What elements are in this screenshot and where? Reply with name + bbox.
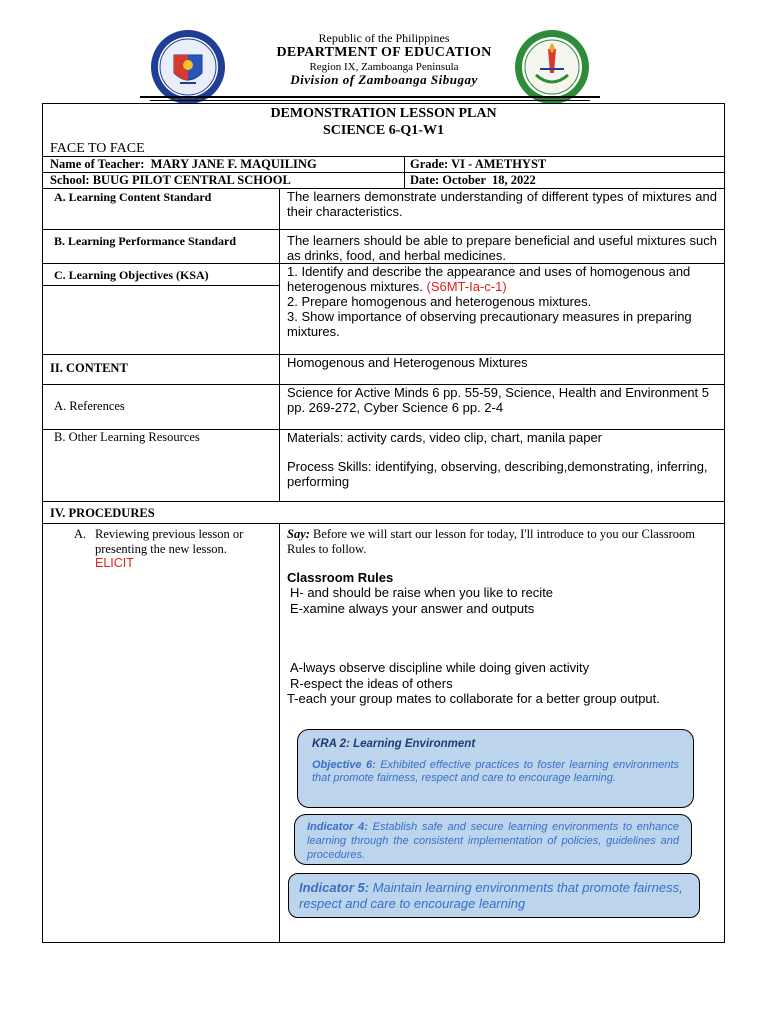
objective-6-label: Objective 6: [312, 759, 376, 771]
indicator-5-box [288, 873, 700, 918]
teacher-line [50, 157, 317, 172]
indicator-4-label: Indicator 4: [307, 821, 368, 833]
rule-e: E-xamine always your answer and outputs [290, 601, 535, 616]
teacher-name: MARY JANE F. MAQUILING [150, 157, 317, 171]
content-standard-text: The learners demonstrate understanding of different types of mixtures and their characteristics. [287, 189, 717, 219]
header-divider-bottom [150, 100, 590, 101]
objective-1-code: (S6MT-Ia-c-1) [426, 279, 507, 294]
procedures-label: IV. PROCEDURES [50, 506, 155, 520]
content-text: Homogenous and Heterogenous Mixtures [287, 355, 528, 370]
label-column-divider [279, 523, 280, 943]
date-label: Date: [410, 173, 440, 187]
date-line [410, 173, 536, 188]
procedure-step-marker: A. [74, 527, 87, 541]
row-divider [42, 523, 725, 524]
objective-1-text: 1. Identify and describe the appearance and uses of homogenous and heterogenous mixtures. [287, 264, 691, 294]
objective-2: 2. Prepare homogenous and heterogenous mixtures. [287, 294, 592, 309]
rule-h: H- and should be raise when you like to recite [290, 585, 554, 600]
row-divider [42, 229, 725, 230]
header-department: DEPARTMENT OF EDUCATION [276, 45, 492, 60]
content-label: II. CONTENT [50, 361, 128, 375]
indicator-4-box [294, 814, 692, 865]
indicator-5-label: Indicator 5: [299, 880, 370, 895]
teacher-label: Name of Teacher: [50, 157, 145, 171]
process-skills-text: Process Skills: identifying, observing, describing,demonstrating, inferring, performing [287, 459, 708, 489]
objective-6 [312, 759, 679, 785]
grade-label: Grade: [410, 157, 449, 171]
kra-objective-box [297, 729, 694, 808]
procedure-step-tag: ELICIT [95, 556, 134, 570]
label-column-divider [279, 188, 280, 501]
objective-1 [287, 264, 717, 294]
header-division: Division of Zamboanga Sibugay [290, 72, 478, 87]
header-republic: Republic of the Philippines [318, 31, 450, 45]
objectives-label-underline [42, 285, 279, 286]
classroom-rules-title: Classroom Rules [287, 570, 394, 585]
rule-t: T-each your group mates to collaborate for a better group output. [287, 691, 660, 706]
references-label: A. References [54, 399, 125, 413]
other-resources-label: B. Other Learning Resources [54, 430, 200, 444]
rule-a: A-lways observe discipline while doing given activity [290, 660, 590, 675]
info-column-divider [404, 156, 405, 188]
performance-standard-label: B. Learning Performance Standard [54, 234, 236, 248]
indicator-5-text: Maintain learning environments that promote fairness, respect and care to encourage learning [299, 880, 683, 911]
objective-6-text: Exhibited effective practices to foster learning environments that promote fairness, respect and care to encourage learning. [312, 759, 680, 784]
objectives-label: C. Learning Objectives (KSA) [54, 268, 209, 282]
kra-title: KRA 2: Learning Environment [312, 738, 476, 750]
say-label: Say: [287, 527, 310, 541]
say-instruction [287, 527, 717, 557]
header-region: Region IX, Zamboanga Peninsula [309, 61, 459, 73]
indicator-5 [299, 880, 689, 912]
performance-standard-text: The learners should be able to prepare beneficial and useful mixtures such as drinks, food, and herbal medicines. [287, 233, 717, 263]
school-line [50, 173, 291, 188]
school-label: School: [50, 173, 90, 187]
grade-line [410, 157, 546, 172]
indicator-4-text: Establish safe and secure learning environments to enhance learning through the consistent implementation of policies, guidelines and procedures. [307, 821, 679, 861]
grade-value: VI - AMETHYST [451, 157, 547, 171]
document-title: DEMONSTRATION LESSON PLAN [270, 106, 497, 121]
document-subtitle: SCIENCE 6-Q1-W1 [323, 123, 444, 138]
delivery-mode: FACE TO FACE [50, 141, 145, 156]
indicator-4 [307, 820, 679, 862]
say-text: Before we will start our lesson for today, I'll introduce to you our Classroom Rules to follow. [287, 527, 695, 556]
references-text: Science for Active Minds 6 pp. 55-59, Science, Health and Environment 5 pp. 269-272, Cyber Science 6 pp. 2-4 [287, 385, 710, 415]
date-value: October 18, 2022 [442, 173, 536, 187]
row-divider [42, 501, 725, 502]
school-name: BUUG PILOT CENTRAL SCHOOL [92, 173, 291, 187]
procedure-step-text: Reviewing previous lesson or presenting the new lesson. [95, 527, 244, 556]
rule-r: R-espect the ideas of others [290, 676, 453, 691]
content-standard-label: A. Learning Content Standard [54, 190, 212, 204]
header-divider-top [140, 96, 600, 98]
materials-text: Materials: activity cards, video clip, chart, manila paper [287, 430, 603, 445]
objective-3: 3. Show importance of observing precautionary measures in preparing mixtures. [287, 309, 692, 339]
